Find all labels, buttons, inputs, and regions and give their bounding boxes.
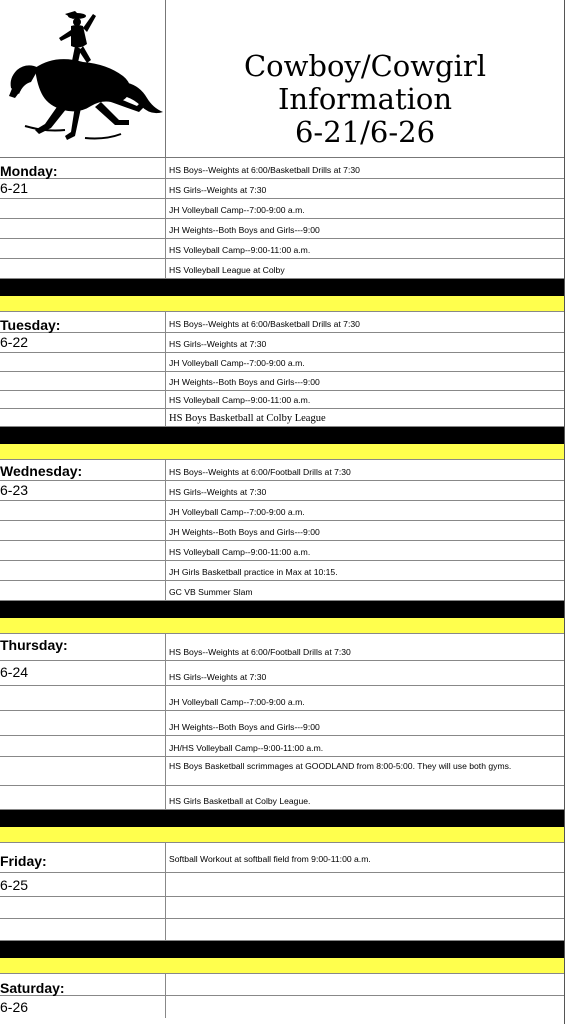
event-cell [166,974,564,995]
event-cell: JH Volleyball Camp--7:00-9:00 a.m. [169,358,305,368]
separator-black [0,601,564,618]
table-row [0,239,564,259]
event-cell: HS Boys--Weights at 6:00/Football Drills at 7:30 [169,647,351,657]
table-row [0,219,564,239]
event-cell: HS Girls Basketball at Colby League. [169,796,311,806]
table-row [0,996,564,1018]
table-row [0,460,564,481]
separator-black [0,279,564,296]
event-cell: HS Boys Basketball at Colby League [169,413,326,424]
table-row [0,581,564,601]
event-cell [166,897,564,918]
event-cell: JH Weights--Both Boys and Girls---9:00 [169,377,320,387]
event-cell [166,873,564,896]
title-line-2: Information [277,82,453,116]
event-cell: HS Boys Basketball scrimmages at GOODLAND from 8:00-5:00. They will use both gyms. [169,761,512,771]
event-cell: Softball Workout at softball field from 9:00-11:00 a.m. [169,854,371,864]
separator-yellow [0,958,564,974]
table-row [0,561,564,581]
date-label: 6-21 [0,179,166,198]
header-divider [165,0,166,157]
separator-black [0,941,564,958]
separator-yellow [0,618,564,634]
separator-yellow [0,827,564,843]
title-line-1: Cowboy/Cowgirl [243,49,487,83]
day-label: Wednesday: [0,460,166,480]
separator-black [0,427,564,444]
day-label: Monday: [0,158,166,178]
schedule-table [0,158,564,1018]
table-row [0,372,564,391]
event-cell: HS Girls--Weights at 7:30 [169,185,267,195]
table-row [0,686,564,711]
event-cell: HS Boys--Weights at 6:00/Basketball Drills at 7:30 [169,319,360,329]
table-row [0,843,564,873]
event-cell: GC VB Summer Slam [169,587,253,597]
date-label: 6-24 [0,661,166,685]
date-label: 6-25 [0,873,166,896]
table-row [0,736,564,757]
table-row [0,501,564,521]
day-label: Friday: [0,843,166,872]
event-cell: HS Volleyball Camp--9:00-11:00 a.m. [169,395,311,405]
event-cell: HS Girls--Weights at 7:30 [169,672,267,682]
event-cell: JH Volleyball Camp--7:00-9:00 a.m. [169,697,305,707]
event-cell [166,919,564,940]
event-cell: HS Volleyball Camp--9:00-11:00 a.m. [169,245,311,255]
table-row [0,757,564,786]
event-cell: JH Volleyball Camp--7:00-9:00 a.m. [169,205,305,215]
table-row [0,409,564,427]
separator-yellow [0,444,564,460]
table-row [0,521,564,541]
table-row [0,333,564,353]
event-cell: HS Volleyball League at Colby [169,265,285,275]
event-cell: JH Volleyball Camp--7:00-9:00 a.m. [169,507,305,517]
table-row [0,158,564,179]
event-cell: HS Boys--Weights at 6:00/Football Drills at 7:30 [169,467,351,477]
event-cell: JH Girls Basketball practice in Max at 10:15. [169,567,338,577]
header [0,0,564,158]
table-row [0,312,564,333]
table-row [0,481,564,501]
event-cell: JH Weights--Both Boys and Girls---9:00 [169,527,320,537]
day-label: Thursday: [0,634,166,660]
page-title [180,50,550,149]
separator-yellow [0,296,564,312]
table-row [0,711,564,736]
event-cell: JH Weights--Both Boys and Girls---9:00 [169,722,320,732]
table-row [0,919,564,941]
table-row [0,199,564,219]
table-row [0,353,564,372]
date-label: 6-23 [0,481,166,500]
separator-black [0,810,564,827]
day-label: Saturday: [0,974,166,995]
table-row [0,391,564,409]
event-cell: JH/HS Volleyball Camp--9:00-11:00 a.m. [169,743,324,753]
event-cell [166,996,564,1018]
event-cell: HS Girls--Weights at 7:30 [169,339,267,349]
title-line-3: 6-21/6-26 [294,115,436,149]
table-row [0,873,564,897]
table-row [0,661,564,686]
table-row [0,179,564,199]
table-row [0,786,564,810]
table-row [0,974,564,996]
event-cell: JH Weights--Both Boys and Girls---9:00 [169,225,320,235]
day-label: Tuesday: [0,312,166,332]
table-row [0,634,564,661]
table-row [0,897,564,919]
event-cell: HS Volleyball Camp--9:00-11:00 a.m. [169,547,311,557]
bronc-rider-logo [5,6,163,148]
table-row [0,259,564,279]
event-cell: HS Girls--Weights at 7:30 [169,487,267,497]
date-label: 6-22 [0,333,166,352]
event-cell: HS Boys--Weights at 6:00/Basketball Drills at 7:30 [169,165,360,175]
date-label: 6-26 [0,996,166,1018]
table-row [0,541,564,561]
